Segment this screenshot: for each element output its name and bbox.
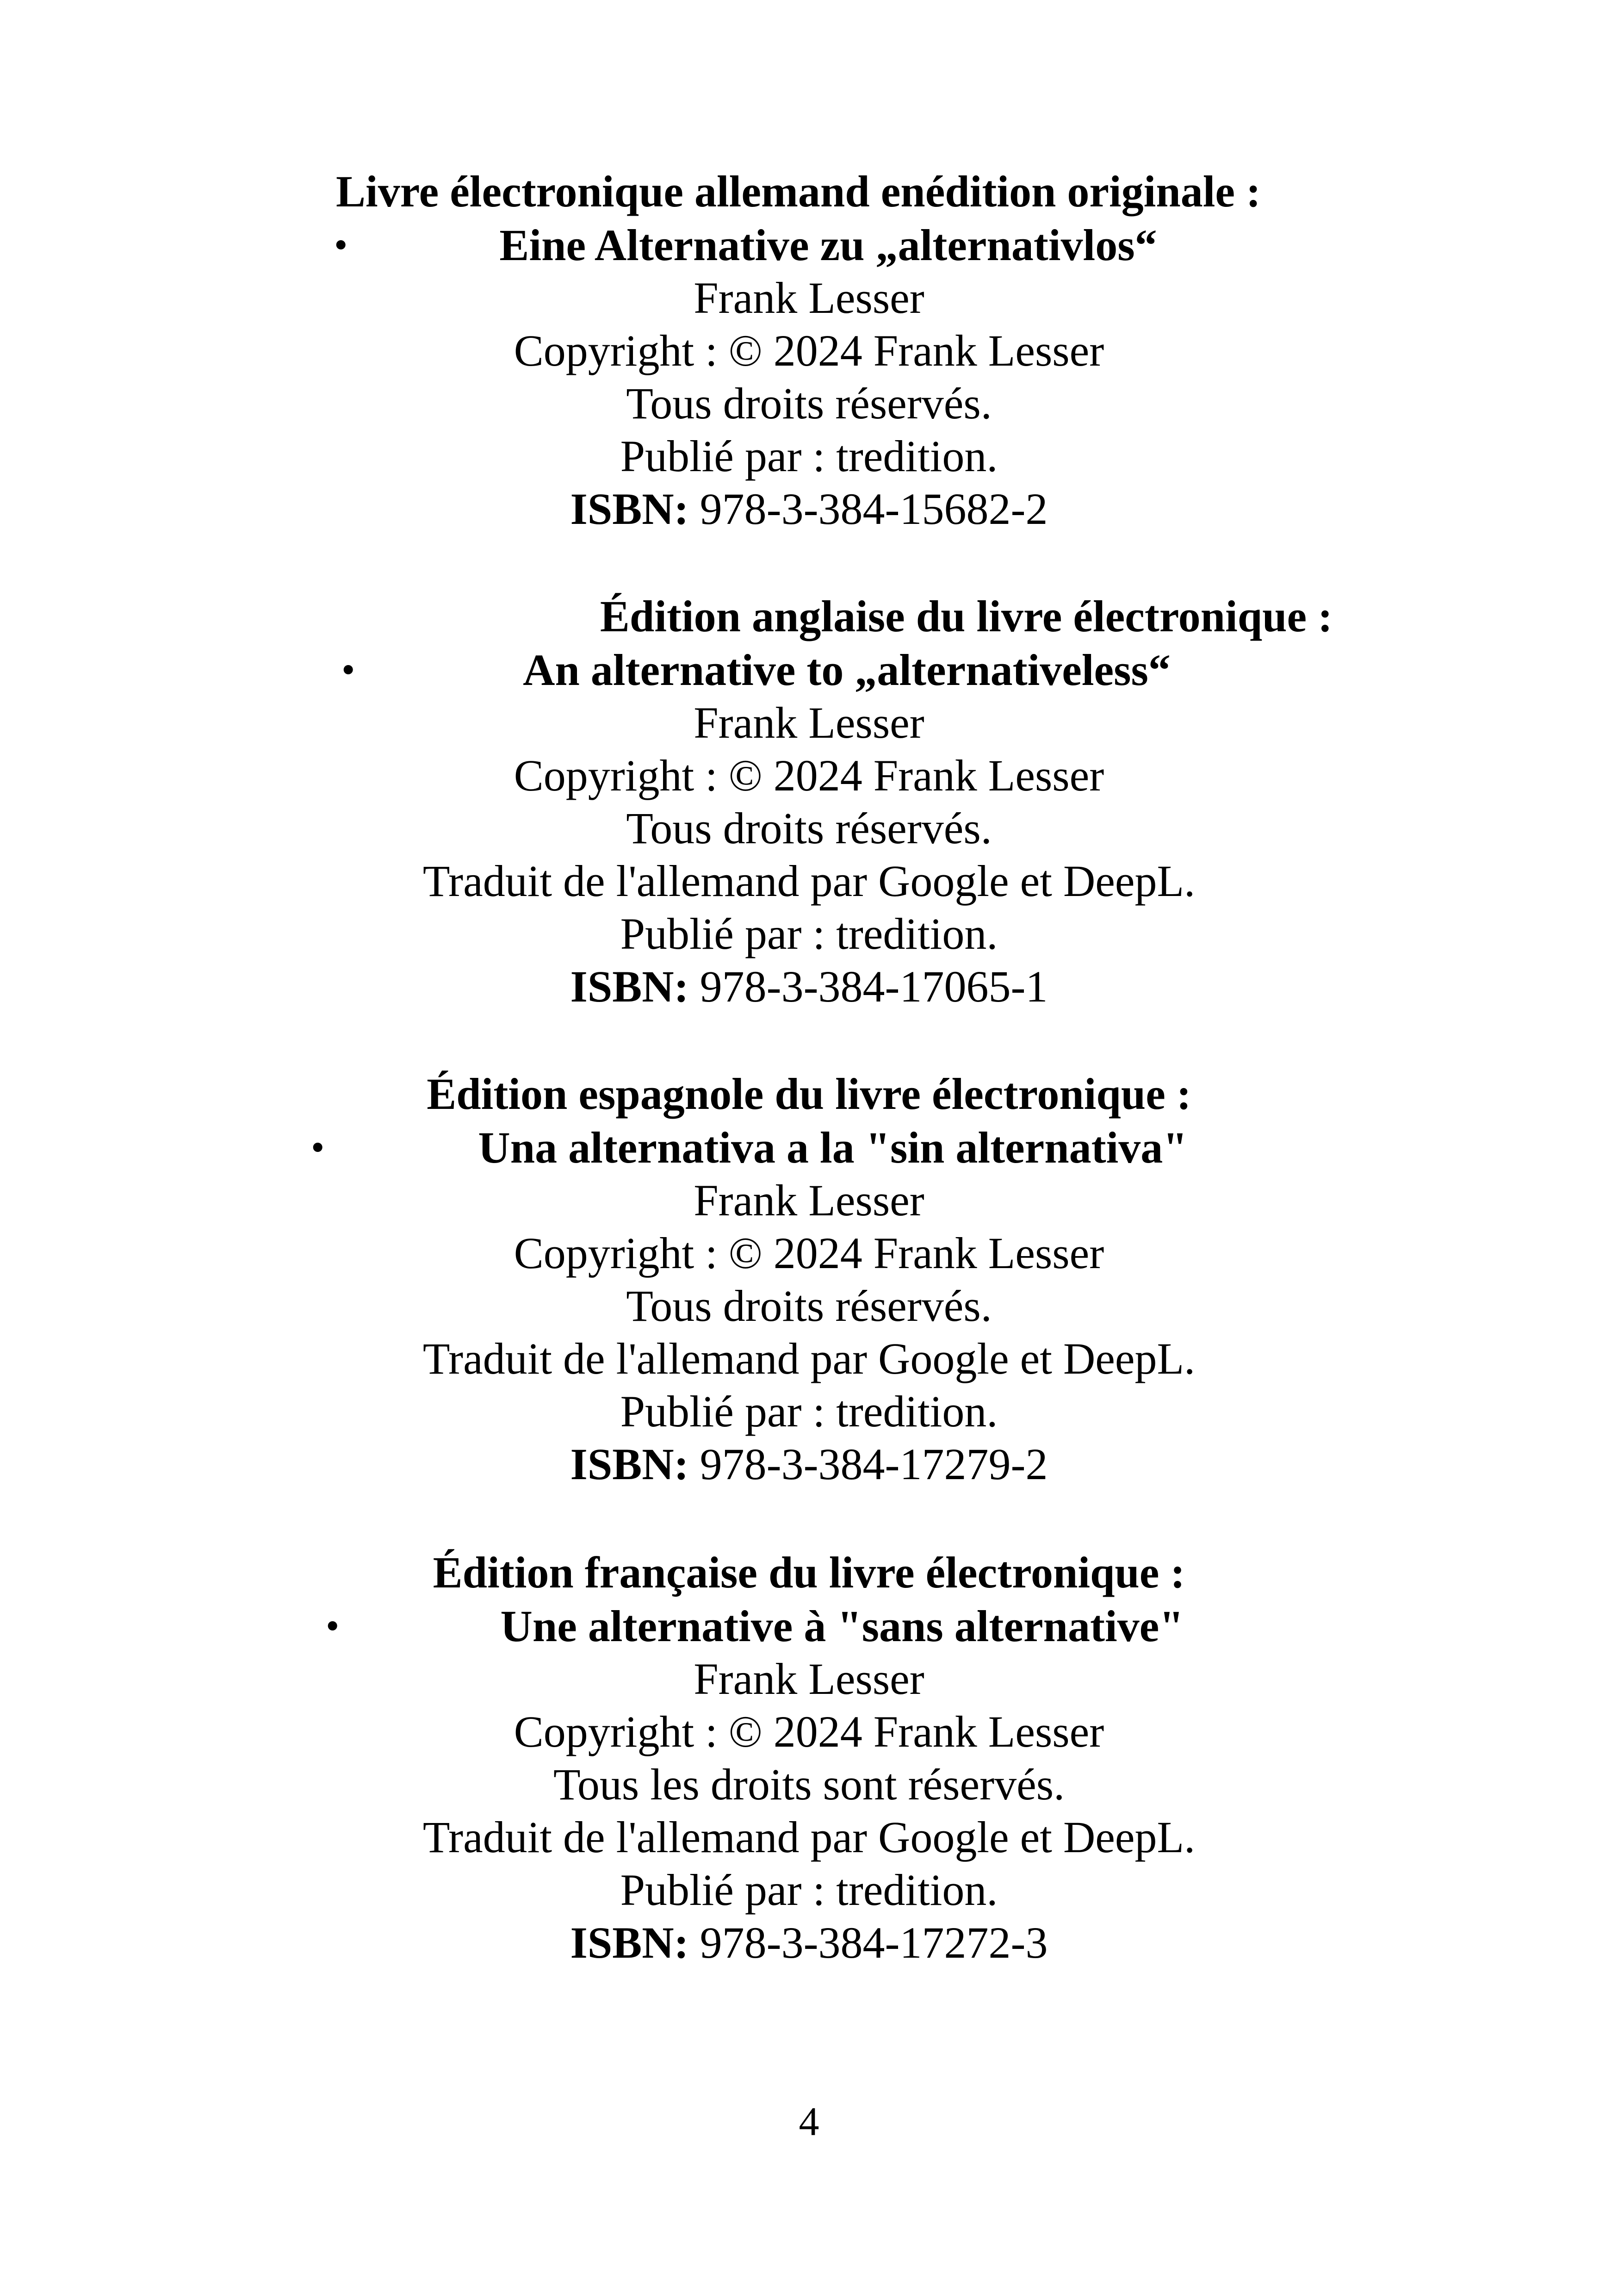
edition-heading: Édition française du livre électronique : <box>433 1548 1185 1597</box>
bullet-icon: • <box>341 648 355 691</box>
edition-copyright: Copyright : © 2024 Frank Lesser <box>514 751 1104 800</box>
edition-isbn <box>0 1916 1618 1970</box>
edition-publisher: Publié par : tredition. <box>620 1865 998 1915</box>
edition-translation: Traduit de l'allemand par Google et DeepL. <box>422 1812 1196 1862</box>
edition-author: Frank Lesser <box>694 1176 924 1225</box>
edition-title: Una alternativa a la "sin alternativa" <box>478 1123 1188 1172</box>
isbn-label: ISBN: <box>570 962 689 1011</box>
isbn-label: ISBN: <box>570 484 689 534</box>
edition-copyright: Copyright : © 2024 Frank Lesser <box>514 326 1104 375</box>
isbn-value: 978-3-384-17272-3 <box>700 1918 1048 1967</box>
edition-copyright: Copyright : © 2024 Frank Lesser <box>514 1707 1104 1756</box>
edition-heading: Édition anglaise du livre électronique : <box>600 591 1333 641</box>
edition-isbn <box>0 960 1618 1014</box>
edition-publisher: Publié par : tredition. <box>620 1387 998 1436</box>
edition-translation: Traduit de l'allemand par Google et DeepL. <box>422 1334 1196 1383</box>
edition-title: Eine Alternative zu „alternativlos“ <box>499 220 1157 270</box>
edition-rights: Tous droits réservés. <box>626 379 992 428</box>
edition-publisher: Publié par : tredition. <box>620 431 998 481</box>
edition-author: Frank Lesser <box>694 1654 924 1704</box>
page-number: 4 <box>799 2099 819 2144</box>
edition-heading: Édition espagnole du livre électronique : <box>427 1069 1191 1119</box>
edition-copyright: Copyright : © 2024 Frank Lesser <box>514 1228 1104 1278</box>
isbn-value: 978-3-384-17279-2 <box>700 1439 1048 1489</box>
edition-author: Frank Lesser <box>694 273 924 323</box>
edition-rights: Tous droits réservés. <box>626 803 992 853</box>
edition-title: Une alternative à "sans alternative" <box>500 1601 1184 1651</box>
edition-author: Frank Lesser <box>694 698 924 747</box>
edition-isbn <box>0 482 1618 536</box>
edition-translation: Traduit de l'allemand par Google et DeepL. <box>422 856 1196 906</box>
edition-isbn <box>0 1437 1618 1491</box>
edition-rights: Tous droits réservés. <box>626 1281 992 1331</box>
isbn-value: 978-3-384-17065-1 <box>700 962 1048 1011</box>
bullet-icon: • <box>334 224 348 267</box>
edition-publisher: Publié par : tredition. <box>620 909 998 958</box>
bullet-icon: • <box>311 1126 325 1169</box>
isbn-value: 978-3-384-15682-2 <box>700 484 1048 534</box>
edition-title: An alternative to „alternativeless“ <box>523 645 1171 695</box>
bullet-icon: • <box>326 1605 340 1648</box>
isbn-label: ISBN: <box>570 1918 689 1967</box>
edition-heading: Livre électronique allemand enédition originale : <box>336 167 1261 216</box>
isbn-label: ISBN: <box>570 1439 689 1489</box>
edition-rights: Tous les droits sont réservés. <box>553 1760 1065 1809</box>
